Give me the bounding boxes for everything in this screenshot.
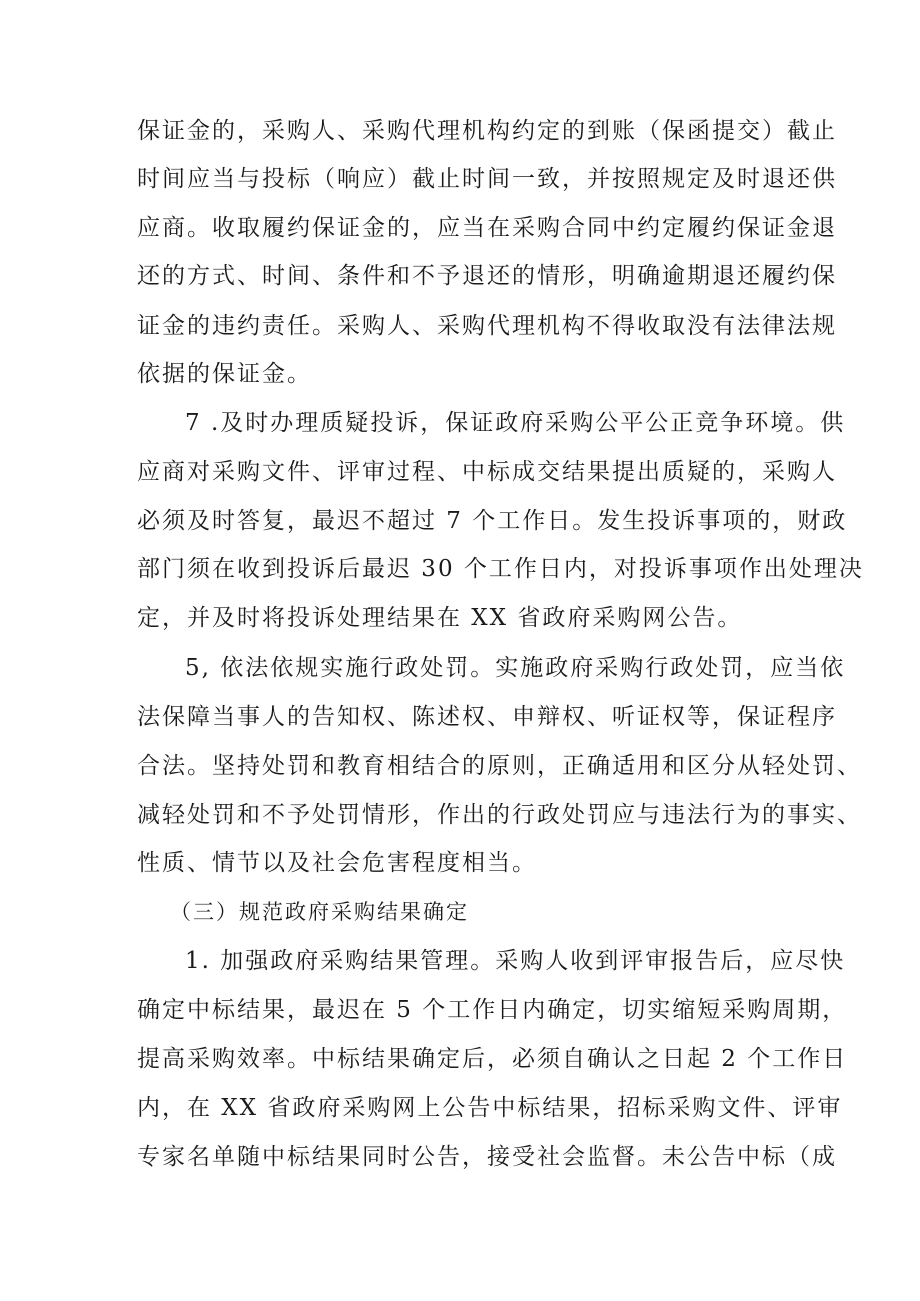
paragraph-line: 应商。收取履约保证金的，应当在采购合同中约定履约保证金退 [137, 215, 837, 241]
paragraph-line: 专家名单随中标结果同时公告，接受社会监督。未公告中标（成 [137, 1144, 837, 1170]
paragraph-line: 定，并及时将投诉处理结果在 XX 省政府采购网公告。 [137, 605, 743, 631]
paragraph-line: 1. 加强政府采购结果管理。采购人收到评审报告后，应尽快 [185, 948, 846, 974]
paragraph-line: 性质、情节以及社会危害程度相当。 [137, 850, 537, 876]
paragraph-line: 应商对采购文件、评审过程、中标成交结果提出质疑的，采购人 [137, 459, 837, 485]
section-heading: （三）规范政府采购结果确定 [170, 900, 469, 924]
paragraph-line: 5, 依法依规实施行政处罚。实施政府采购行政处罚，应当依 [185, 655, 846, 681]
paragraph-line: 合法。坚持处罚和教育相结合的原则，正确适用和区分从轻处罚、 [137, 753, 862, 779]
paragraph-line: 时间应当与投标（响应）截止时间一致，并按照规定及时退还供 [137, 166, 837, 192]
paragraph-line: 部门须在收到投诉后最迟 30 个工作日内，对投诉事项作出处理决 [137, 556, 864, 582]
paragraph-line: 提高采购效率。中标结果确定后，必须自确认之日起 2 个工作日 [137, 1046, 848, 1072]
paragraph-line: 减轻处罚和不予处罚情形，作出的行政处罚应与违法行为的事实、 [137, 802, 862, 828]
paragraph-line: 还的方式、时间、条件和不予退还的情形，明确逾期退还履约保 [137, 263, 837, 289]
paragraph-line: 7 .及时办理质疑投诉，保证政府采购公平公正竞争环境。供 [185, 410, 846, 436]
paragraph-line: 依据的保证金。 [137, 361, 312, 387]
paragraph-line: 证金的违约责任。采购人、采购代理机构不得收取没有法律法规 [137, 313, 837, 339]
paragraph-line: 保证金的，采购人、采购代理机构约定的到账（保函提交）截止 [137, 118, 837, 144]
paragraph-line: 必须及时答复，最迟不超过 7 个工作日。发生投诉事项的，财政 [137, 508, 848, 534]
paragraph-line: 内，在 XX 省政府采购网上公告中标结果，招标采购文件、评审 [137, 1095, 843, 1121]
paragraph-line: 确定中标结果，最迟在 5 个工作日内确定，切实缩短采购周期， [137, 997, 848, 1023]
paragraph-line: 法保障当事人的告知权、陈述权、申辩权、听证权等，保证程序 [137, 704, 837, 730]
